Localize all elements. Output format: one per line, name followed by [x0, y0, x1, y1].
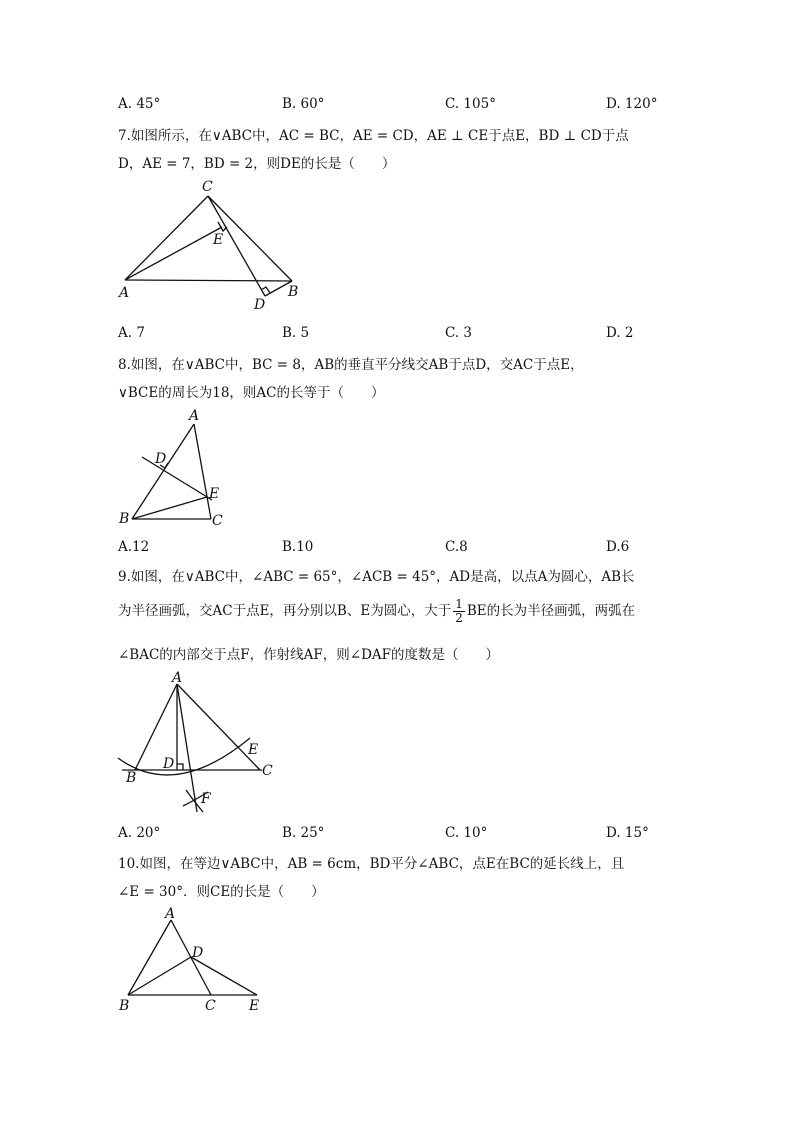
q9-option-b: B. 25°: [282, 825, 325, 841]
q7-label-b: B: [288, 284, 299, 300]
q9-stem-line2-before: 为半径画弧，交AC于点E，再分别以B、E为圆心，大于: [118, 603, 452, 619]
q7-option-a: A. 7: [118, 325, 145, 341]
q8-option-c: C.8: [445, 539, 468, 555]
q8-option-d: D.6: [606, 539, 630, 555]
q10-stem-line1: 10.如图，在等边∨ABC中，AB = 6cm，BD平分∠ABC，点E在BC的延长线上，且: [118, 856, 625, 872]
q10-label-c: C: [205, 998, 216, 1014]
q9-label-e: E: [248, 742, 259, 758]
q6-option-c: C. 105°: [445, 96, 496, 112]
q7-option-c: C. 3: [445, 325, 473, 341]
q10-label-b: B: [119, 998, 130, 1014]
q9-label-f: F: [201, 791, 211, 807]
q8-label-b: B: [119, 511, 130, 527]
q9-stem-line3: ∠BAC的内部交于点F，作射线AF，则∠DAF的度数是（ ）: [118, 647, 500, 663]
q8-label-c: C: [212, 513, 223, 529]
q10-stem-line2: ∠E = 30°．则CE的长是（ ）: [118, 884, 325, 900]
q9-label-c: C: [262, 763, 273, 779]
q10-label-a: A: [165, 906, 176, 922]
q9-label-d: D: [163, 756, 175, 772]
q7-option-d: D. 2: [606, 325, 634, 341]
q9-fraction-den: 2: [455, 611, 463, 625]
q8-label-d: D: [155, 451, 167, 467]
q7-label-d: D: [254, 297, 266, 313]
q10-segment-ab: [128, 920, 171, 995]
q9-stem-line1: 9.如图，在∨ABC中，∠ABC = 65°，∠ACB = 45°，AD是高，以点A为圆心，AB长: [118, 569, 635, 585]
q6-option-a: A. 45°: [118, 96, 161, 112]
q9-label-a: A: [172, 670, 183, 686]
q10-label-d: D: [192, 945, 204, 961]
q7-label-c: C: [202, 179, 213, 195]
q9-option-c: C. 10°: [445, 825, 488, 841]
q7-stem-line1: 7.如图所示，在∨ABC中，AC = BC，AE = CD，AE ⊥ CE于点E，BD ⊥ CD于点: [118, 128, 629, 144]
q9-fraction-num: 1: [455, 597, 463, 611]
q8-stem-line2: ∨BCE的周长为18，则AC的长等于（ ）: [118, 385, 385, 401]
q7-label-e: E: [213, 232, 224, 248]
q6-option-d: D. 120°: [606, 96, 658, 112]
q8-stem-line1: 8.如图，在∨ABC中，BC = 8，AB的垂直平分线交AB于点D，交AC于点E，: [118, 357, 584, 373]
q9-option-a: A. 20°: [118, 825, 161, 841]
q8-option-a: A.12: [118, 539, 150, 555]
q9-option-d: D. 15°: [606, 825, 649, 841]
q7-stem-line2: D，AE = 7，BD = 2，则DE的长是（ ）: [118, 156, 396, 172]
q7-label-a: A: [119, 285, 130, 301]
q9-stem-line2-after: BE的长为半径画弧，两弧在: [466, 603, 636, 619]
q8-option-b: B.10: [282, 539, 314, 555]
q6-option-b: B. 60°: [282, 96, 325, 112]
q9-label-b: B: [126, 770, 137, 786]
q10-label-e: E: [249, 998, 260, 1014]
q8-label-a: A: [189, 408, 200, 424]
q7-option-b: B. 5: [282, 325, 310, 341]
q10-segment-bd: [128, 957, 191, 995]
q8-label-e: E: [209, 486, 220, 502]
